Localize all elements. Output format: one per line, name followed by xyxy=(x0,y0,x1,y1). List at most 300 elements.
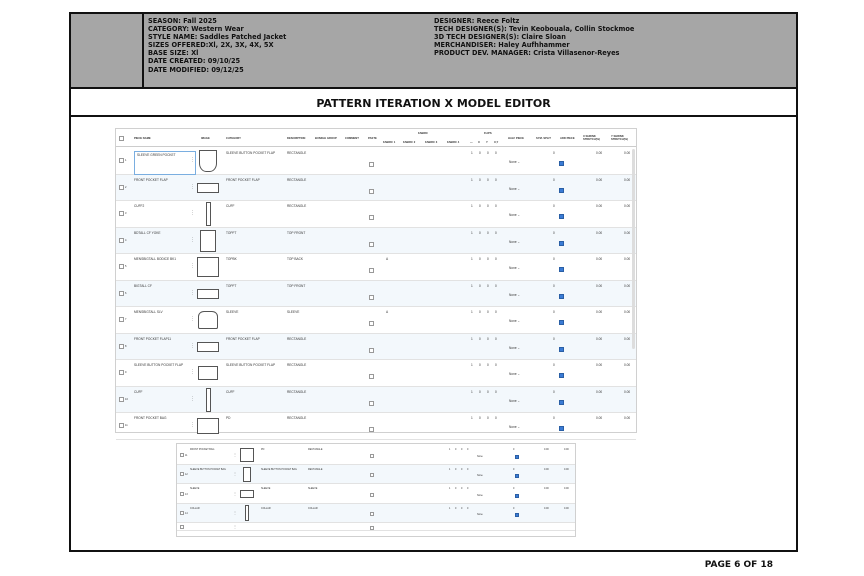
half-piece-select[interactable] xyxy=(477,494,483,497)
category-cell[interactable]: SLEEVE BUTTON POCKET FLAP xyxy=(226,363,276,367)
piece-name-cell[interactable]: SLEEVE xyxy=(190,487,200,490)
piece-thumbnail-icon xyxy=(198,311,218,329)
quantity-cell[interactable]: 1 xyxy=(449,467,451,471)
y-shrink-cell[interactable]: 0.00 xyxy=(624,151,631,155)
piece-thumbnail-icon xyxy=(245,505,249,521)
flip-xy-cell[interactable]: 0 xyxy=(467,487,469,490)
flip-x-cell[interactable]: 0 xyxy=(479,151,481,155)
col-fabric3: FABRIC 3 xyxy=(425,141,438,144)
flip-y-cell[interactable]: 0 xyxy=(461,448,463,451)
description-cell[interactable]: COLLAR xyxy=(308,506,318,510)
flip-xy-cell[interactable]: 0 xyxy=(495,416,497,420)
col-fabric4: FABRIC 4 xyxy=(447,141,460,144)
description-cell[interactable]: RECTANGLE xyxy=(308,448,323,451)
table-row[interactable] xyxy=(177,465,575,485)
category-cell[interactable]: SLEEVE BUTTON POCKET BAG xyxy=(261,467,297,471)
half-piece-select[interactable] xyxy=(509,213,520,217)
y-shrink-cell[interactable]: 0.00 xyxy=(624,283,631,288)
paste-checkbox[interactable] xyxy=(369,189,374,194)
quantity-cell[interactable]: 1 xyxy=(471,416,473,420)
y-shrink-cell[interactable]: 0.00 xyxy=(624,310,631,314)
y-shrink-cell[interactable]: 0.00 xyxy=(624,177,631,182)
description-cell[interactable]: TOP BACK xyxy=(287,257,304,261)
category-cell[interactable]: SLEEVE BUTTON POCKET FLAP xyxy=(226,151,276,155)
flip-xy-cell[interactable]: 0 xyxy=(495,389,497,394)
chevron-down-icon: ⌄ xyxy=(517,345,521,350)
flip-x-cell[interactable]: 0 xyxy=(479,283,481,288)
row-number: 8 xyxy=(125,344,127,348)
flip-xy-cell[interactable]: 0 xyxy=(495,283,497,288)
sym-split-cell[interactable]: 0 xyxy=(553,416,555,420)
description-cell[interactable]: SLEEVE xyxy=(308,487,318,490)
flip-x-cell[interactable]: 0 xyxy=(455,506,457,510)
flip-y-cell[interactable]: 0 xyxy=(487,257,489,261)
table-row[interactable] xyxy=(116,175,636,202)
col-piece-name: PIECE NAME xyxy=(134,137,151,140)
y-shrink-cell[interactable]: 0.00 xyxy=(624,389,631,394)
y-shrink-cell[interactable]: 0.00 xyxy=(564,467,569,471)
quantity-cell[interactable]: 1 xyxy=(471,389,473,394)
flip-x-cell[interactable]: 0 xyxy=(479,336,481,341)
row-menu-icon[interactable]: ⋮ xyxy=(233,490,237,496)
quantity-cell[interactable]: 1 xyxy=(471,257,473,261)
paste-checkbox[interactable] xyxy=(369,374,374,379)
piece-name-cell[interactable]: FRONT POCKET BAG xyxy=(190,448,215,451)
category-cell[interactable]: SLEEVE xyxy=(226,310,239,314)
x-shrink-cell[interactable]: 0.00 xyxy=(596,177,603,182)
quantity-cell[interactable]: 1 xyxy=(471,204,473,208)
row-menu-icon[interactable]: ⋮ xyxy=(190,369,195,375)
flip-y-cell[interactable]: 0 xyxy=(487,204,489,208)
table-row[interactable] xyxy=(116,281,636,308)
x-shrink-cell[interactable]: 0.00 xyxy=(596,310,603,314)
add-piece-checkbox[interactable] xyxy=(559,320,564,325)
sym-split-cell[interactable]: 0 xyxy=(513,467,515,471)
half-piece-select[interactable] xyxy=(509,319,520,323)
row-number: 2 xyxy=(125,185,127,189)
piece-thumbnail-icon xyxy=(197,183,219,193)
half-piece-select[interactable] xyxy=(477,455,483,458)
category-line: CATEGORY: Western Wear xyxy=(148,25,244,34)
description-cell[interactable]: RECTANGLE xyxy=(287,336,307,341)
y-shrink-cell[interactable]: 0.00 xyxy=(564,506,569,510)
half-piece-select[interactable] xyxy=(509,425,520,429)
flip-y-cell[interactable]: 0 xyxy=(487,363,489,367)
row-checkbox[interactable] xyxy=(180,453,184,457)
half-piece-value: None xyxy=(509,345,517,350)
table-row[interactable] xyxy=(116,228,636,255)
x-shrink-cell[interactable]: 0.00 xyxy=(596,283,603,288)
flip-y-cell[interactable]: 0 xyxy=(487,230,489,235)
row-number: 1 xyxy=(125,159,127,162)
row-checkbox[interactable] xyxy=(180,511,184,515)
add-piece-checkbox[interactable] xyxy=(559,347,564,352)
sym-split-cell[interactable]: 0 xyxy=(553,363,555,367)
quantity-cell[interactable]: 1 xyxy=(471,177,473,182)
description-cell[interactable]: RECTANGLE xyxy=(287,416,307,420)
paste-checkbox[interactable] xyxy=(369,215,374,220)
y-shrink-cell[interactable]: 0.00 xyxy=(624,204,631,208)
half-piece-select[interactable] xyxy=(509,293,520,297)
piece-name-cell[interactable]: BDTALL CF YOKE xyxy=(134,230,161,235)
row-number: 6 xyxy=(125,291,127,295)
sizes-offered-line: SIZES OFFERED:Xl, 2X, 3X, 4X, 5X xyxy=(148,41,274,50)
category-cell[interactable]: PD xyxy=(226,416,231,420)
quantity-cell[interactable]: 1 xyxy=(449,487,451,490)
quantity-cell[interactable]: 1 xyxy=(471,230,473,235)
flip-xy-cell[interactable]: 0 xyxy=(495,363,497,367)
add-piece-checkbox[interactable] xyxy=(559,400,564,405)
row-checkbox[interactable] xyxy=(119,317,127,322)
description-cell[interactable]: RECTANGLE xyxy=(308,467,323,471)
flip-x-cell[interactable]: 0 xyxy=(455,467,457,471)
half-piece-value: None xyxy=(509,213,517,217)
half-piece-value: None xyxy=(477,493,483,497)
y-shrink-cell[interactable]: 0.00 xyxy=(564,487,569,490)
category-cell[interactable]: SLEEVE xyxy=(261,487,271,490)
flip-xy-cell[interactable]: 0 xyxy=(467,467,469,471)
paste-checkbox[interactable] xyxy=(369,242,374,247)
paste-checkbox[interactable] xyxy=(370,473,374,477)
half-piece-select[interactable] xyxy=(477,474,483,477)
piece-name-cell[interactable]: BIGTALL CF xyxy=(134,283,152,288)
row-checkbox[interactable] xyxy=(119,423,124,428)
add-piece-checkbox[interactable] xyxy=(515,455,519,459)
piece-thumbnail-icon xyxy=(243,467,251,482)
table-row[interactable] xyxy=(116,254,636,281)
table-row[interactable] xyxy=(116,201,636,228)
flip-x-cell[interactable]: 0 xyxy=(479,389,481,394)
piece-name-cell[interactable]: FRONT POCKET FLAP xyxy=(134,177,168,182)
chevron-down-icon: ⌄ xyxy=(517,186,521,191)
table-row[interactable] xyxy=(177,504,575,524)
quantity-cell[interactable]: 1 xyxy=(471,363,473,367)
category-cell[interactable]: FRONT POCKET FLAP xyxy=(226,336,260,341)
style-name-line: STYLE NAME: Saddles Patched Jacket xyxy=(148,33,287,42)
merchandiser-line: MERCHANDISER: Haley Aufhhammer xyxy=(434,41,570,50)
col-flip-xy: X,Y xyxy=(494,141,499,144)
table-row[interactable] xyxy=(116,148,636,175)
date-modified-line: DATE MODIFIED: 09/12/25 xyxy=(148,65,244,74)
sym-split-cell[interactable]: 0 xyxy=(513,506,515,510)
pattern-editor-table-main xyxy=(115,128,637,433)
row-checkbox[interactable] xyxy=(119,238,127,243)
half-piece-value: None xyxy=(509,186,517,191)
row-checkbox[interactable] xyxy=(119,291,127,296)
flip-xy-cell[interactable]: 0 xyxy=(495,336,497,341)
header-block xyxy=(71,14,796,89)
sym-split-cell[interactable]: 0 xyxy=(553,204,555,208)
add-piece-checkbox[interactable] xyxy=(559,241,564,246)
flip-y-cell[interactable]: 0 xyxy=(461,506,463,510)
flip-xy-cell[interactable]: 0 xyxy=(495,310,497,314)
table-row[interactable] xyxy=(116,387,636,414)
piece-name-cell[interactable]: SLEEVE BUTTON POCKET BAG xyxy=(190,467,226,471)
category-cell[interactable]: TOPFT xyxy=(226,230,237,235)
description-cell[interactable]: RECTANGLE xyxy=(287,204,307,208)
flip-y-cell[interactable]: 0 xyxy=(487,151,489,155)
flip-xy-cell[interactable]: 0 xyxy=(495,257,497,261)
quantity-cell[interactable]: 1 xyxy=(471,310,473,314)
paste-checkbox[interactable] xyxy=(370,454,374,458)
chevron-down-icon: ⌄ xyxy=(517,239,521,244)
select-all-checkbox[interactable] xyxy=(119,136,124,141)
half-piece-select[interactable] xyxy=(509,240,520,244)
table-row[interactable] xyxy=(177,445,575,465)
row-menu-icon[interactable]: ⋮ xyxy=(190,157,195,163)
row-checkbox[interactable] xyxy=(180,525,184,529)
row-menu-icon[interactable]: ⋮ xyxy=(190,316,195,322)
flip-y-cell[interactable]: 0 xyxy=(461,487,463,490)
description-cell[interactable]: RECTANGLE xyxy=(287,389,307,394)
row-menu-icon[interactable]: ⋮ xyxy=(190,236,195,243)
piece-name-cell[interactable]: FRONT POCKET BAG xyxy=(134,416,167,420)
designer-line: DESIGNER: Reece Foltz xyxy=(434,17,520,25)
paste-checkbox[interactable] xyxy=(369,401,374,406)
flip-xy-cell[interactable]: 0 xyxy=(495,151,497,155)
add-piece-checkbox[interactable] xyxy=(559,426,564,431)
y-shrink-cell[interactable]: 0.00 xyxy=(624,363,631,367)
x-shrink-cell[interactable]: 0.00 xyxy=(544,487,549,490)
col-y-shrink: Y SHRINK STRETCH(%) xyxy=(611,135,628,141)
row-checkbox[interactable] xyxy=(119,264,127,269)
sym-split-cell[interactable]: 0 xyxy=(513,487,515,490)
description-cell[interactable]: RECTANGLE xyxy=(287,151,307,155)
row-menu-icon[interactable]: ⋮ xyxy=(233,451,237,457)
row-menu-icon[interactable]: ⋮ xyxy=(190,289,195,296)
paste-checkbox[interactable] xyxy=(369,268,374,273)
x-shrink-cell[interactable]: 0.00 xyxy=(544,467,549,471)
add-piece-checkbox[interactable] xyxy=(559,161,564,166)
table-row[interactable] xyxy=(116,307,636,334)
row-menu-icon[interactable]: ⋮ xyxy=(190,395,195,402)
description-cell[interactable]: TOP FRONT xyxy=(287,230,306,235)
add-piece-checkbox[interactable] xyxy=(559,214,564,219)
flip-y-cell[interactable]: 0 xyxy=(487,336,489,341)
table-row[interactable] xyxy=(177,484,575,504)
quantity-cell[interactable]: 1 xyxy=(471,336,473,341)
piece-name-cell[interactable]: MENSBIGTALL BODICE BK1 xyxy=(134,257,176,261)
sym-split-cell[interactable]: 0 xyxy=(553,151,555,155)
add-piece-checkbox[interactable] xyxy=(559,373,564,378)
half-piece-value: None xyxy=(509,239,517,244)
col-flip-x: X xyxy=(478,141,480,144)
flip-xy-cell[interactable]: 0 xyxy=(495,177,497,182)
half-piece-value: None xyxy=(509,292,517,297)
category-cell[interactable]: CUFF xyxy=(226,204,235,208)
add-piece-checkbox[interactable] xyxy=(559,188,564,193)
row-checkbox[interactable] xyxy=(119,158,127,163)
paste-checkbox[interactable] xyxy=(370,512,374,516)
category-cell[interactable]: TOPBK xyxy=(226,257,237,261)
row-menu-icon[interactable]: ⋮ xyxy=(233,524,237,529)
col-add-piece: ADD PIECE xyxy=(560,137,575,140)
flip-x-cell[interactable]: 0 xyxy=(479,363,481,367)
category-cell[interactable]: COLLAR xyxy=(261,506,271,510)
paste-checkbox[interactable] xyxy=(370,493,374,497)
half-piece-select[interactable] xyxy=(509,187,520,191)
quantity-cell[interactable]: 1 xyxy=(471,283,473,288)
table-row[interactable] xyxy=(116,360,636,387)
x-shrink-cell[interactable]: 0.00 xyxy=(596,363,603,367)
table-row[interactable] xyxy=(116,413,636,440)
flip-x-cell[interactable]: 0 xyxy=(479,257,481,261)
col-dash: — xyxy=(470,141,473,144)
y-shrink-cell[interactable]: 0.00 xyxy=(624,230,631,235)
row-number: 3 xyxy=(125,212,127,215)
piece-name-cell[interactable]: CUFF2 xyxy=(134,204,145,208)
add-piece-checkbox[interactable] xyxy=(515,494,519,498)
sym-split-cell[interactable]: 0 xyxy=(553,177,555,182)
chevron-down-icon: ⌄ xyxy=(517,292,521,297)
chevron-down-icon: ⌄ xyxy=(517,266,521,270)
piece-name-cell[interactable]: COLLAR xyxy=(190,506,200,510)
row-menu-icon[interactable]: ⋮ xyxy=(190,183,195,190)
flip-y-cell[interactable]: 0 xyxy=(487,177,489,182)
col-fabric2: FABRIC 2 xyxy=(403,141,416,144)
x-shrink-cell[interactable]: 0.00 xyxy=(596,336,603,341)
col-half-piece: HALF PIECE xyxy=(508,137,524,140)
flip-x-cell[interactable]: 0 xyxy=(479,416,481,420)
add-piece-checkbox[interactable] xyxy=(559,294,564,299)
category-cell[interactable]: CUFF xyxy=(226,389,235,394)
sym-split-cell[interactable]: 0 xyxy=(553,389,555,394)
category-cell[interactable]: FRONT POCKET FLAP xyxy=(226,177,260,182)
row-checkbox[interactable] xyxy=(119,211,127,216)
flip-x-cell[interactable]: 0 xyxy=(479,204,481,208)
x-shrink-cell[interactable]: 0.00 xyxy=(596,389,603,394)
half-piece-select[interactable] xyxy=(477,513,483,516)
row-menu-icon[interactable]: ⋮ xyxy=(190,210,195,216)
x-shrink-cell[interactable]: 0.00 xyxy=(544,448,549,451)
sym-split-cell[interactable]: 0 xyxy=(553,230,555,235)
row-menu-icon[interactable]: ⋮ xyxy=(233,471,237,477)
table-row[interactable] xyxy=(116,334,636,361)
piece-name-cell[interactable]: SLEEVE BUTTON POCKET FLAP xyxy=(134,363,184,367)
flip-y-cell[interactable]: 0 xyxy=(461,467,463,471)
half-piece-value: None xyxy=(509,425,517,429)
y-shrink-cell[interactable]: 0.00 xyxy=(624,257,631,261)
row-checkbox[interactable] xyxy=(119,344,127,349)
half-piece-select[interactable] xyxy=(509,266,520,270)
piece-name-cell[interactable]: FRONT POCKET FLAP11 xyxy=(134,336,172,341)
col-bundle-group: BUNDLE GROUP xyxy=(315,137,337,140)
flip-xy-cell[interactable]: 0 xyxy=(495,204,497,208)
paste-checkbox[interactable] xyxy=(369,321,374,326)
row-checkbox[interactable] xyxy=(119,185,127,190)
paste-checkbox[interactable] xyxy=(369,162,374,167)
half-piece-value: None xyxy=(477,454,483,458)
flip-x-cell[interactable]: 0 xyxy=(455,448,457,451)
row-number: 7 xyxy=(125,318,127,321)
row-menu-icon[interactable]: ⋮ xyxy=(233,510,237,516)
category-cell[interactable]: PD xyxy=(261,448,265,451)
sym-split-cell[interactable]: 0 xyxy=(513,448,515,451)
sym-split-cell[interactable]: 0 xyxy=(553,257,555,261)
fabric1-cell[interactable]: A xyxy=(386,257,389,261)
header-left-info xyxy=(148,17,286,74)
paste-checkbox[interactable] xyxy=(369,348,374,353)
description-cell[interactable]: RECTANGLE xyxy=(287,177,307,182)
flip-xy-cell[interactable]: 0 xyxy=(467,448,469,451)
sym-split-cell[interactable]: 0 xyxy=(553,283,555,288)
add-piece-checkbox[interactable] xyxy=(515,474,519,478)
flip-xy-cell[interactable]: 0 xyxy=(467,506,469,510)
flip-y-cell[interactable]: 0 xyxy=(487,310,489,314)
x-shrink-cell[interactable]: 0.00 xyxy=(596,257,603,261)
paste-checkbox[interactable] xyxy=(369,295,374,300)
row-number: 13 xyxy=(185,492,188,496)
flip-y-cell[interactable]: 0 xyxy=(487,283,489,288)
paste-checkbox[interactable] xyxy=(370,526,374,530)
col-flip-y: Y xyxy=(486,141,488,144)
category-cell[interactable]: TOPFT xyxy=(226,283,237,288)
sym-split-cell[interactable]: 0 xyxy=(553,310,555,314)
flip-x-cell[interactable]: 0 xyxy=(455,487,457,490)
chevron-down-icon: ⌄ xyxy=(517,398,521,403)
flip-y-cell[interactable]: 0 xyxy=(487,416,489,420)
table-row[interactable] xyxy=(177,523,575,531)
quantity-cell[interactable]: 1 xyxy=(449,448,451,451)
row-menu-icon[interactable]: ⋮ xyxy=(190,422,195,428)
description-cell[interactable]: TOP FRONT xyxy=(287,283,306,288)
y-shrink-cell[interactable]: 0.00 xyxy=(624,416,631,420)
row-checkbox[interactable] xyxy=(119,397,124,402)
fabric1-cell[interactable]: A xyxy=(386,310,389,314)
row-checkbox[interactable] xyxy=(180,492,184,496)
flip-x-cell[interactable]: 0 xyxy=(479,230,481,235)
paste-checkbox[interactable] xyxy=(369,427,374,432)
x-shrink-cell[interactable]: 0.00 xyxy=(596,416,603,420)
half-piece-select[interactable] xyxy=(509,372,520,376)
piece-thumbnail-icon xyxy=(197,418,219,434)
x-shrink-cell[interactable]: 0.00 xyxy=(544,506,549,510)
add-piece-checkbox[interactable] xyxy=(559,267,564,272)
piece-name-cell[interactable]: MENSBIGTALL SLV xyxy=(134,310,163,314)
half-piece-select[interactable] xyxy=(509,399,520,403)
piece-thumbnail-icon xyxy=(199,150,217,172)
sym-split-cell[interactable]: 0 xyxy=(553,336,555,341)
table-scrollbar[interactable] xyxy=(632,149,635,349)
quantity-cell[interactable]: 1 xyxy=(471,151,473,155)
x-shrink-cell[interactable]: 0.00 xyxy=(596,230,603,235)
flip-y-cell[interactable]: 0 xyxy=(487,389,489,394)
x-shrink-cell[interactable]: 0.00 xyxy=(596,151,603,155)
row-number: 14 xyxy=(185,512,188,516)
y-shrink-cell[interactable]: 0.00 xyxy=(564,448,569,451)
half-piece-select[interactable] xyxy=(509,160,520,164)
row-menu-icon[interactable]: ⋮ xyxy=(190,342,195,349)
piece-name-cell[interactable]: CUFF xyxy=(134,389,143,394)
description-cell[interactable]: RECTANGLE xyxy=(287,363,307,367)
half-piece-select[interactable] xyxy=(509,346,520,350)
description-cell[interactable]: SLEEVE xyxy=(287,310,300,314)
chevron-down-icon: ⌄ xyxy=(517,425,521,429)
quantity-cell[interactable]: 1 xyxy=(449,506,451,510)
flip-x-cell[interactable]: 0 xyxy=(479,310,481,314)
y-shrink-cell[interactable]: 0.00 xyxy=(624,336,631,341)
piece-name-cell[interactable]: SLEEVE GREEN POCKET xyxy=(134,151,196,175)
piece-thumbnail-icon xyxy=(200,230,216,252)
row-checkbox[interactable] xyxy=(180,472,184,476)
row-menu-icon[interactable]: ⋮ xyxy=(190,263,195,269)
x-shrink-cell[interactable]: 0.00 xyxy=(596,204,603,208)
row-checkbox[interactable] xyxy=(119,370,127,375)
flip-xy-cell[interactable]: 0 xyxy=(495,230,497,235)
add-piece-checkbox[interactable] xyxy=(515,513,519,517)
flip-x-cell[interactable]: 0 xyxy=(479,177,481,182)
season-line: SEASON: Fall 2025 xyxy=(148,17,217,25)
